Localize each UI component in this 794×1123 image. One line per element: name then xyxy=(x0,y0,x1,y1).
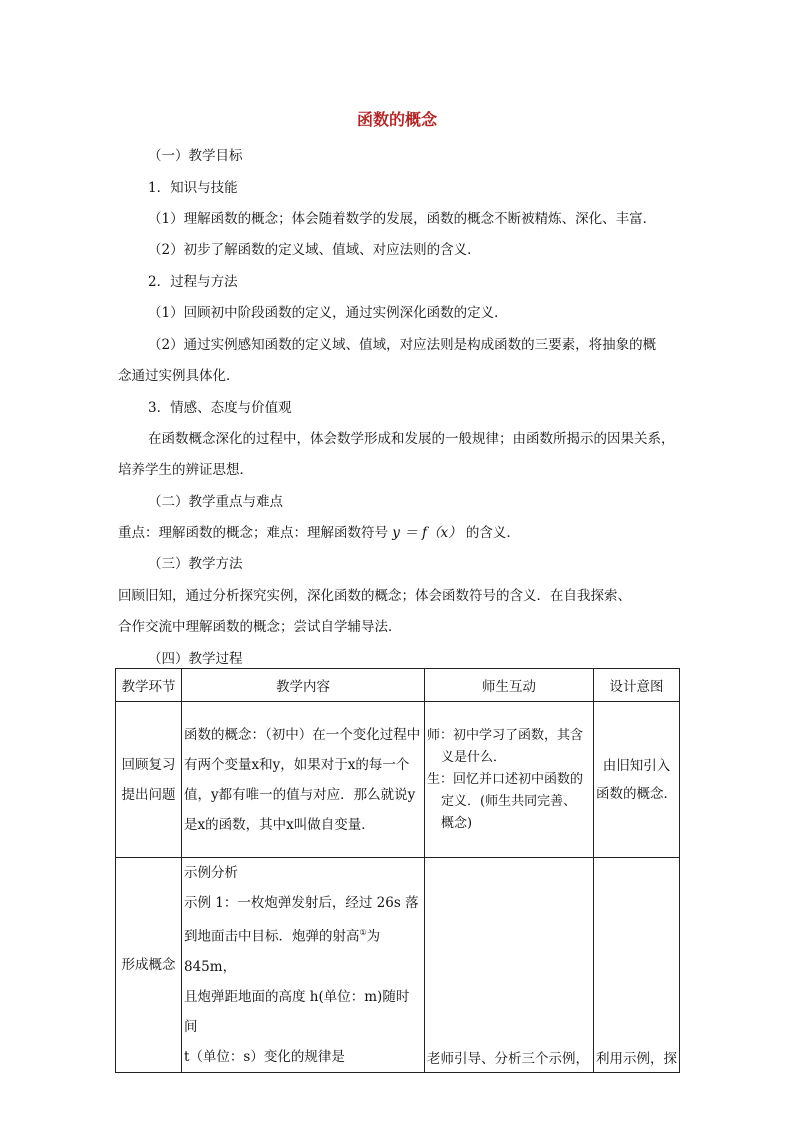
interaction-line: 师：初中学习了函数，其含 xyxy=(427,727,584,743)
interaction-line: 定义．(师生共同完善、 xyxy=(441,793,577,809)
cell-design-intent xyxy=(594,702,680,858)
paragraph: （2）通过实例感知函数的定义域、值域，对应法则是构成函数的三要素，将抽象的概 xyxy=(148,337,657,353)
header-design-intent: 设计意图 xyxy=(594,669,680,702)
design-line: 利用示例，探 xyxy=(596,1050,677,1067)
table-row xyxy=(116,858,680,1073)
content-line: 示例分析 xyxy=(184,865,238,881)
subheading-process-method: 2．过程与方法 xyxy=(148,274,238,290)
teaching-process-table xyxy=(115,668,680,1073)
content-text: 到地面击中目标．炮弹的射高 xyxy=(184,928,360,945)
subheading-knowledge-skills: 1．知识与技能 xyxy=(148,180,238,196)
page-title: 函数的概念 xyxy=(356,110,437,129)
paragraph: （1）回顾初中阶段函数的定义，通过实例深化函数的定义． xyxy=(148,305,508,321)
cell-interaction xyxy=(425,702,594,858)
cell-interaction xyxy=(425,858,594,1073)
paragraph: 在函数概念深化的过程中，体会数学形成和发展的一般规律；由函数所揭示的因果关系， xyxy=(148,431,675,447)
footnote-marker: ① xyxy=(359,928,367,937)
cell-content: 函数的概念：（初中）在一个变化过程中有两个变量x和y，如果对于x的每一个值，y都有唯一的值与对应．那么就说y是x的函数，其中x叫做自变量． xyxy=(182,702,425,858)
paragraph: （2）初步了解函数的定义域、值域、对应法则的含义． xyxy=(148,242,481,258)
key-points-text: 重点：理解函数的概念；难点：理解函数符号 xyxy=(118,525,388,541)
section-heading-methods: （三）教学方法 xyxy=(148,556,243,572)
stage-label: 回顾复习 xyxy=(121,756,176,773)
key-points-suffix: 的含义． xyxy=(465,525,520,541)
function-formula: y ＝ f（x） xyxy=(392,525,462,541)
paragraph: 念通过实例具体化． xyxy=(118,368,240,384)
interaction-line: 生：回忆并口述初中函数的 xyxy=(427,771,584,787)
section-heading-process: （四）教学过程 xyxy=(148,651,243,667)
content-line: 示例 1：一枚炮弹发射后，经过 26s 落 xyxy=(184,895,419,911)
section-heading-key-points: （二）教学重点与难点 xyxy=(148,494,283,510)
cell-design-intent xyxy=(594,858,680,1073)
header-content: 教学内容 xyxy=(182,669,425,702)
header-stage: 教学环节 xyxy=(116,669,182,702)
paragraph: （1）理解函数的概念；体会随着数学的发展，函数的概念不断被精炼、深化、丰富． xyxy=(148,211,657,227)
section-heading-objectives: （一）教学目标 xyxy=(148,148,243,164)
content-line xyxy=(184,918,422,982)
subheading-attitude-values: 3．情感、态度与价值观 xyxy=(148,400,292,416)
paragraph: 培养学生的辨证思想． xyxy=(118,462,253,478)
interaction-line: 老师引导、分析三个示例， xyxy=(427,1050,589,1067)
cell-stage xyxy=(116,702,182,858)
content-line: t（单位：s）变化的规律是 xyxy=(184,1048,345,1065)
header-interaction: 师生互动 xyxy=(425,669,594,702)
table-header-row xyxy=(116,669,680,702)
paragraph-key-points xyxy=(118,521,678,541)
content-line: 且炮弹距地面的高度 h(单位：m)随时间 xyxy=(184,988,410,1035)
paragraph: 回顾旧知，通过分析探究实例，深化函数的概念；体会函数符号的含义．在自我探索、 xyxy=(118,588,631,604)
design-line: 函数的概念． xyxy=(596,785,677,802)
interaction-line: 概念) xyxy=(441,815,473,831)
stage-label: 提出问题 xyxy=(121,786,176,803)
cell-content xyxy=(182,858,425,1073)
design-line: 由旧知引入 xyxy=(602,757,671,774)
table-row xyxy=(116,702,680,858)
cell-stage: 形成概念 xyxy=(116,858,182,1073)
interaction-line: 义是什么． xyxy=(441,749,507,765)
paragraph: 合作交流中理解函数的概念；尝试自学辅导法． xyxy=(118,619,402,635)
content-text: 为 845m， xyxy=(184,928,381,975)
